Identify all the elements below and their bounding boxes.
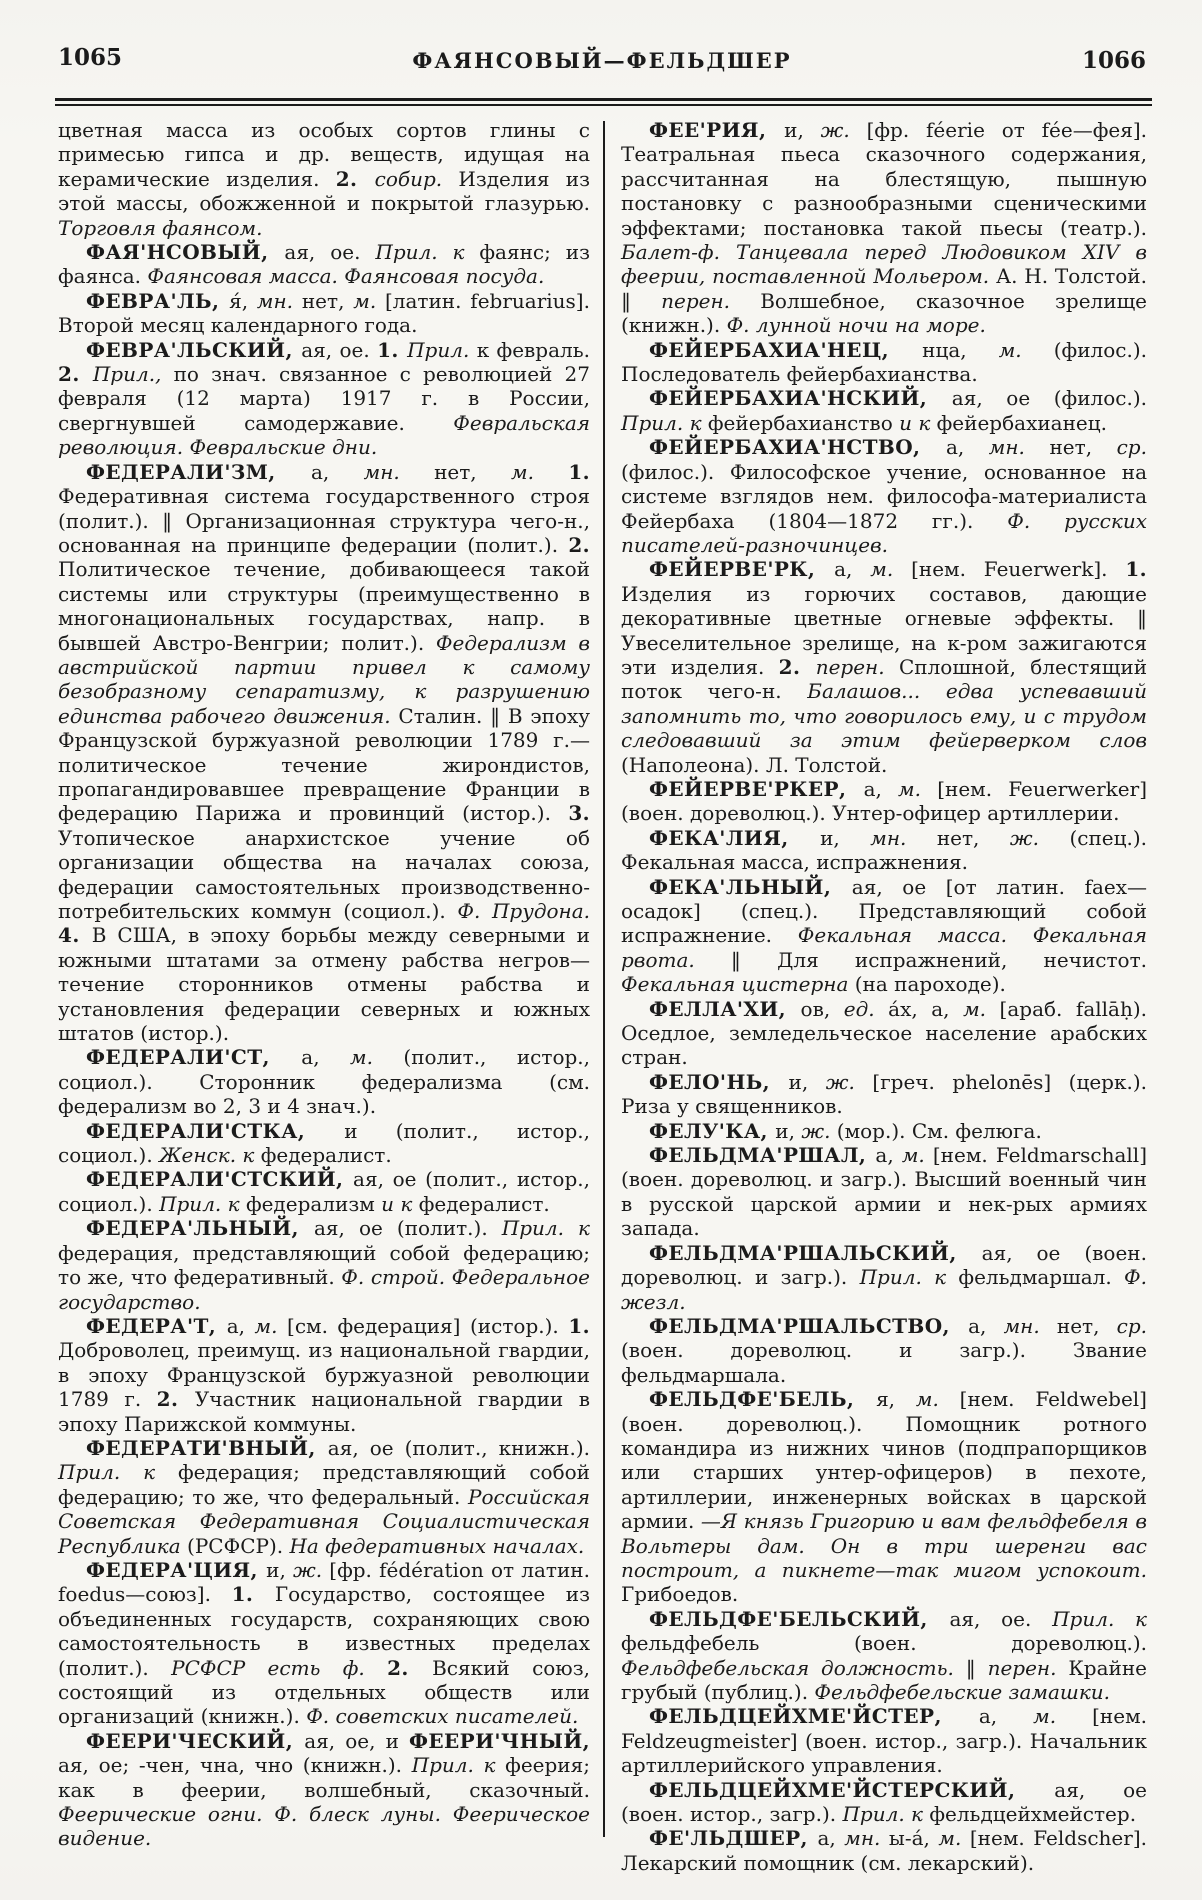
entry-italic-text: мн. [363,459,435,484]
entry-felon [621,1070,1147,1119]
headword: ФЕЕ'РИЯ, [649,118,785,142]
headword: ФЕ'ЛЬДШЕР, [649,1826,818,1851]
entry-italic-text: перен. [661,288,761,313]
entry-italic-text: м. [898,776,938,801]
entry-italic-text: Фаянсовая масса. Фаянсовая посуда. [147,264,545,289]
entry-italic-text: ж. [1009,825,1070,850]
headword: ФЕЛО'НЬ, [649,1069,789,1094]
entry-text: и, [775,1118,802,1143]
headword: ФЕЛЬДМА'РШАЛЬСТВО, [649,1313,969,1338]
entry-italic-text: Феерические огни. Ф. блеск луны. Феерическое видение. [58,1802,590,1851]
entry-text: [фр. fédération от латин. foedus—союз]. [58,1557,590,1607]
headword: ФЕЛЬДФЕ'БЕЛЬСКИЙ, [649,1606,950,1631]
headword: ФЕЛЬДЦЕЙХМЕ'ЙСТЕРСКИЙ, [649,1777,1055,1802]
entry-text: нца, [922,337,999,362]
entry-italic-text: Ф. строй. Федеральное государство. [58,1265,590,1314]
page-header [58,44,1146,80]
entry-text: ая, ое (воен. истор., загр.). [621,1777,1147,1827]
entry-feldsher [621,1826,1147,1875]
entry-text: ‖ [965,1655,988,1680]
headword: ФЕЕРИ'ЧЕСКИЙ, [86,1728,305,1753]
entry-italic-text: ср. [1116,1313,1147,1338]
entry-text: а, [226,1313,255,1338]
entry-italic-text: Прил. к [58,1460,178,1485]
entry-text: (мор.). См. фелюга. [836,1118,1042,1143]
entry-italic-text: Февральская революция. Февральские дни. [58,410,590,460]
headword: ФЕКА'ЛЬНЫЙ, [649,874,852,899]
headword: ФЕДЕРА'Т, [86,1313,227,1338]
entry-text: [см. федерация] (истор.). [287,1313,569,1338]
entry-italic-text: ж. [801,1118,837,1143]
entry-italic-text: мн. [870,825,937,850]
entry-text: А. Н. Толстой. ‖ [621,264,1147,313]
entry-text: Утопическое анархистское учение об организации общества на началах союза, федерации самостоятельных производственно-потребительских коммун (социол.). [58,825,590,923]
entry-italic-text: ж. [820,118,867,142]
entry-italic-text: перен. [987,1655,1069,1680]
entry-text: нет, [1049,435,1117,460]
entry-text: а́х, а, [888,996,964,1021]
headword: 2. [387,1655,433,1680]
entry-text: ая, ое (полит., истор., социол.). [58,1167,590,1216]
entry-text: Изделия из этой массы, обожженной и покрытой глазурью. [58,166,590,216]
entry-italic-text: Прил. к [1052,1606,1147,1631]
entry-text: ая, ое, и [304,1728,410,1753]
entry-text: [нем. Feldscher]. Лекарский помощник (см. лекарский). [621,1826,1147,1875]
entry-italic-text: м. [870,557,912,582]
headword: 2. [335,166,375,191]
entry-text: федерализм [245,1191,382,1216]
entry-italic-text: ср. [1116,435,1147,460]
entry-italic-text: Российская Советская Федеративная Социалистическая Республика [58,1484,590,1558]
entry-fejerbahianskij [621,386,1147,435]
page-number-right: 1066 [1081,47,1146,74]
entry-text: (спец.). Фекальная масса, испражнения. [621,825,1147,875]
entry-text: ая, ое (полит.). [313,1216,502,1241]
entry-italic-text: м. [998,337,1054,362]
entry-text: [нем. Feuerwerker] (воен. дореволюц.). Унтер-офицер артиллерии. [621,776,1147,826]
entry-feericheskij [58,1729,590,1851]
entry-federalist [58,1045,590,1118]
entry-federativnyj [58,1436,590,1558]
entry-text: и, [788,1069,826,1094]
entry-text: федералист. [260,1143,392,1168]
entry-italic-text: Женск. к [159,1143,261,1168]
entry-feldmarshalstvo [621,1314,1147,1387]
headword: ФЕЙЕРБАХИА'НСТВО, [649,435,946,460]
entry-text: я́, [229,288,257,313]
entry-italic-text: Фельдфебельские замашки. [814,1680,1110,1704]
entry-italic-text: м. [353,288,385,313]
entry-italic-text: Фельдфебельская должность. [621,1655,966,1680]
entry-text: (филос.). Последователь фейербахианства. [621,337,1147,387]
entry-text: ов, [800,996,844,1021]
entry-text: фельдмаршал. [958,1265,1125,1290]
entry-text: а, [310,459,364,484]
entry-feldcejhmejsterskij [621,1778,1147,1827]
entry-text: нет, [936,825,1010,850]
column-right [621,118,1147,1875]
entry-text: цветная масса из особых сортов глины с примесью гипса и др. веществ, идущая на керамические изделия. [58,118,590,191]
entry-text: (полит., истор., социол.). Сторонник федерализма (см. федерализм во 2, 3 и 4 знач.). [58,1045,591,1119]
entry-feeriya [621,118,1147,338]
entry-italic-text: Прил. к [621,410,708,435]
entry-feldmarshal [621,1143,1147,1241]
entry-text: а, [863,776,899,801]
headword: ФЕВРА'ЛЬСКИЙ, [86,337,302,362]
entry-text: Всякий союз, состоящий из отдельных обществ или организаций (книжн.). [58,1655,590,1729]
entry-fejerverker [621,777,1147,826]
headword: 2. [156,1387,195,1412]
entry-italic-text: Прил. к [411,1753,506,1778]
entry-text: (Наполеона). Л. Толстой. [621,752,888,777]
headword: ФЕДЕРА'ЦИЯ, [86,1557,267,1582]
headword: 1. [1125,557,1148,582]
entry-feldfebelskij [621,1607,1147,1705]
entry-italic-text: Прил. к [375,240,480,265]
entry-fejerbahianec [621,338,1147,387]
headword: ФЕВРА'ЛЬ, [86,288,230,313]
entry-text: Доброволец, преимущ. из национальной гвардии, в эпоху Французской буржуазной революции 1789 г. [58,1338,590,1412]
entry-italic-text: ед. [843,996,889,1021]
entry-text: федерация; представляющий собой федерацию; то же, что федеральный. [58,1460,590,1509]
entry-text: ая, ое. [301,337,378,362]
headword: ФЕЛЬДФЕ'БЕЛЬ, [649,1387,877,1412]
entry-italic-text: Торговля фаянсом. [58,215,263,240]
entry-italic-text: —Я князь Григорию и вам фельдфебеля в Вольтеры дам. Он в три шеренги вас построит, а пикнете—так мигом успокоит. [621,1509,1147,1582]
entry-fekaliya [621,826,1147,875]
entry-text: Сплошной, блестящий поток чего-н. [621,654,1148,704]
entry-text: [нем. Feldwebel] (воен. дореволюц.). Помощник ротного командира из нижних чинов (подпрапорщиков или старших унтер-офицеров) в пехоте, артиллерии, инженерных войсках в царской армии. [621,1387,1147,1534]
headword: ФЕЛУ'КА, [649,1118,776,1143]
headword: 2. [568,532,590,557]
entry-italic-text: собир. [374,166,459,191]
headword: ФЕДЕРАЛИ'СТКА, [86,1118,345,1143]
entry-text: [нем. Feuerwerk]. [911,557,1126,582]
entry-italic-text: м. [901,1143,933,1168]
entry-italic-text: На федеративных началах. [289,1533,585,1558]
entry-italic-text: м. [511,459,569,484]
entry-text: ы-а́, [888,1826,939,1851]
entry-italic-text: мн. [256,288,302,313]
entry-federalistskij [58,1167,590,1216]
entry-federaciya [58,1558,590,1729]
entry-text: и, [266,1557,293,1582]
entry-text: ая, ое (воен. дореволюц. и загр.). [621,1240,1147,1290]
headword: ФЕДЕРАТИ'ВНЫЙ, [86,1435,328,1460]
entry-federalizm [58,460,590,1046]
entry-italic-text: Балашов... едва успевавший запомнить то, что говорилось ему, и с трудом следовавший за этим фейерверком слов [621,679,1148,753]
entry-text: фейербахианство [707,410,900,435]
headword: ФАЯ'НСОВЫЙ, [86,240,285,265]
headword: 1. [231,1582,275,1607]
headword: ФЕЙЕРВЕ'РК, [649,557,835,582]
entry-italic-text: м. [1033,1704,1093,1729]
headword: ФЕЛЬДЦЕЙХМЕ'ЙСТЕР, [649,1704,979,1729]
headword: ФЕЛЛА'ХИ, [649,996,801,1021]
entry-italic-text: РСФСР есть ф. [171,1655,388,1680]
entry-italic-text: м. [915,1387,960,1412]
entry-text: феерия; как в феерии, волшебный, сказочный. [58,1753,590,1802]
entry-text: ая, ое [от латин. faex—осадок] (спец.). Представляющий собой испражнение. [621,874,1147,948]
entry-text: фельдцейхмейстер. [929,1802,1137,1827]
entry-italic-text: Федерализм в австрийской партии привел к самому безобразному сепаратизму, к разрушению единства рабочего движения. [58,630,590,728]
headword: 1. [568,1313,590,1338]
entry-text: Федеративная система государственного строя (полит.). ‖ Организационная структура чего-н., основанная на принципе федерации (полит.). [58,484,590,557]
entry-text: Участник национальной гвардии в эпоху Парижской коммуны. [58,1387,590,1436]
entry-italic-text: мн. [988,435,1050,460]
entry-text: Политическое течение, добивающееся такой системы или структуры (преимущественно в многонациональных государствах, напр. в бывшей Австро-Венгрии; полит.). [58,557,590,655]
entry-text: (филос.). Философское учение, основанное на системе взглядов нем. философа-материалиста Фейербаха (1804—1872 гг.). [621,459,1147,533]
entry-text: а, [875,1143,902,1168]
entry-italic-text: мн. [1003,1313,1057,1338]
entry-fevralskij [58,338,590,460]
entry-feluka [621,1119,1147,1143]
entry-text: Грибоедов. [621,1582,739,1607]
headword: 2. [58,362,93,387]
entry-text: а, [968,1313,1004,1338]
entry-text: ая, ое; -чен, чна, чно (книжн.). [58,1753,412,1778]
entry-text: В США, в эпоху борьбы между северными и южными штатами за отмену рабства негров—течение сторонников отмены рабства и установления федерации северных и южных штатов (истор.). [58,923,590,1046]
entry-text: к февраль. [476,337,590,362]
entry-text: (РСФСР). [187,1533,290,1558]
headword: ФЕДЕРАЛИ'ЗМ, [86,459,311,484]
entry-italic-text: м. [963,996,1000,1021]
entry-text: Изделия из горючих составов, дающие декоративные цветные огневые эффекты. ‖ Увеселительное зрелище, на к-ром зажигаются эти изделия. [621,581,1147,679]
entry-text: [фр. féerie от fée—фея]. Театральная пьеса сказочного содержания, рассчитанная на блестящую, пышную постановку с разнообразными сценическими эффектами; постановка такой пьесы (театр.). [621,118,1147,240]
entry-text: а, [817,1826,845,1851]
entry-italic-text: Фекальная масса. Фекальная рвота. [621,923,1147,972]
headword: ФЕЛЬДМА'РШАЛЬСКИЙ, [649,1240,982,1265]
entry-text: [араб. fallāḥ). Оседлое, земледельческое население арабских стран. [621,996,1148,1070]
entry-italic-text: м. [938,1826,970,1851]
entry-fejerverk [621,557,1147,777]
entry-italic-text: Ф. Прудона. [457,899,590,923]
entry-text: а, [301,1045,351,1070]
entry-text: (на пароходе). [854,972,1006,997]
entry-text: фельдфебель (воен. дореволюц.). [621,1631,1147,1656]
entry-italic-text: ж. [293,1557,330,1582]
entry-federalistka [58,1119,590,1168]
entry-text: нет, [1056,1313,1117,1338]
entry-italic-text: Балет-ф. Танцевала перед Людовиком XIV в феерии, поставленной Мольером. [621,240,1147,289]
entry-text: ая, ое. [949,1606,1053,1631]
entry-text: ая, ое (филос.). [951,386,1148,411]
headword: 2. [778,654,816,679]
page-number-left: 1065 [58,44,123,71]
entry-italic-text: и к [899,410,937,435]
entry-federat [58,1314,590,1436]
entry-fekalnyj [621,875,1147,997]
entry-text: и, [784,118,821,142]
entry-feldcejhmejster [621,1704,1147,1777]
entry-text: по знач. связанное с революцией 27 февраля (12 марта) 1917 г. в России, свергнувшей самодержавие. [58,362,590,435]
entry-italic-text: Фекальная цистерна [621,972,855,997]
entry-fellahi [621,997,1147,1070]
entry-text: а, [945,435,989,460]
column-divider-rule [603,121,605,1837]
entry-text: [греч. phelonēs] (церк.). Риза у священников. [621,1069,1147,1119]
entry-text: Крайне грубый (публиц.). [621,1655,1148,1704]
entry-text: ‖ Для испражнений, нечистот. [730,947,1147,972]
headword: ФЕЙЕРБАХИА'НЕЦ, [649,337,923,362]
entry-italic-text: Ф. русских писателей-разночинцев. [621,508,1147,557]
entry-italic-text: Прил. к [159,1191,246,1216]
entry-feldmarshalskij [621,1241,1147,1314]
entry-fejerbahianstvo [621,435,1147,557]
entry-text: ая, ое (полит., книжн.). [327,1435,590,1460]
running-head: ФАЯНСОВЫЙ—ФЕЛЬДШЕР [412,48,792,73]
entry-italic-text: мн. [844,1826,889,1851]
entry-italic-text: Прил., [92,362,174,387]
entry-text: Сталин. ‖ В эпоху Французской буржуазной революции 1789 г.—политическое течение жирондистов, пропагандировавшее превращение Франции в федерацию Парижа и провинций (истор.). [58,703,590,826]
headword: 4. [58,923,92,948]
entry-text: [нем. Feldmarschall] (воен. дореволюц. и загр.). Высший военный чин в русской царской армии и нек-рых армиях запада. [621,1143,1148,1241]
entry-text: фаянс; из фаянса. [58,240,590,289]
header-double-rule [55,98,1152,106]
headword: ФЕЙЕРВЕ'РКЕР, [649,776,864,801]
entry-italic-text: Ф. лунной ночи на море. [726,313,986,338]
headword: ФЕЛЬДМА'РШАЛ, [649,1143,876,1168]
entry-text: я, [876,1387,916,1412]
entry-text: и (полит., истор., социол.). [58,1118,590,1168]
entry-text: нет, [434,459,512,484]
entry-italic-text: м. [254,1313,288,1338]
entry-italic-text: ж. [825,1069,873,1094]
entry-text: федерация, представляющий собой федерацию; то же, что федеративный. [58,1240,590,1290]
entry-text: Государство, состоящее из объединенных государств, сохраняющих свою самостоятельность в известных пределах (полит.). [58,1582,591,1680]
entry-federalnyj [58,1216,590,1314]
entry-feldfebel [621,1387,1147,1607]
entry-text: и, [820,825,871,850]
headword: 1. [568,459,591,484]
entry-italic-text: и к [381,1191,419,1216]
entry-italic-text: м. [350,1045,404,1070]
headword: 3. [568,801,590,826]
entry-fevral [58,289,590,338]
entry-text: ая, ое. [284,240,376,265]
entry-text: [латин. februarius]. Второй месяц календарного года. [58,288,590,338]
headword: 1. [377,337,408,362]
entry-text: (воен. дореволюц. и загр.). Звание фельдмаршала. [621,1338,1147,1387]
entry-text: нет, [301,288,354,313]
headword: ФЕКА'ЛИЯ, [649,825,821,850]
entry-text: а, [834,557,871,582]
entry-text: [нем. Feldzeugmeister] (воен. истор., загр.). Начальник артиллерийского управления. [621,1704,1147,1778]
column-left [58,118,590,1851]
entry-italic-text: Прил. к [859,1265,959,1290]
entry-italic-text: Прил. к [501,1216,590,1241]
headword: ФЕДЕРА'ЛЬНЫЙ, [86,1216,314,1241]
headword: ФЕЕРИ'ЧНЫЙ, [409,1728,590,1753]
entry-italic-text: Ф. жезл. [621,1265,1147,1314]
entry-italic-text: Прил. к [842,1802,930,1827]
entry-text: фейербахианец. [936,410,1107,435]
entry-italic-text: перен. [815,654,899,679]
headword: ФЕДЕРАЛИ'СТ, [86,1045,302,1070]
headword: ФЕДЕРАЛИ'СТСКИЙ, [86,1167,354,1192]
entry-continuation-fayans [58,118,590,240]
entry-text: федералист. [418,1191,550,1216]
headword: ФЕЙЕРБАХИА'НСКИЙ, [649,386,952,411]
entry-text: Волшебное, сказочное зрелище (книжн.). [621,288,1147,338]
entry-italic-text: Ф. советских писателей. [306,1704,579,1729]
entry-fayansovyj [58,240,590,289]
entry-text: а, [978,1704,1034,1729]
entry-italic-text: Прил. [407,337,477,362]
